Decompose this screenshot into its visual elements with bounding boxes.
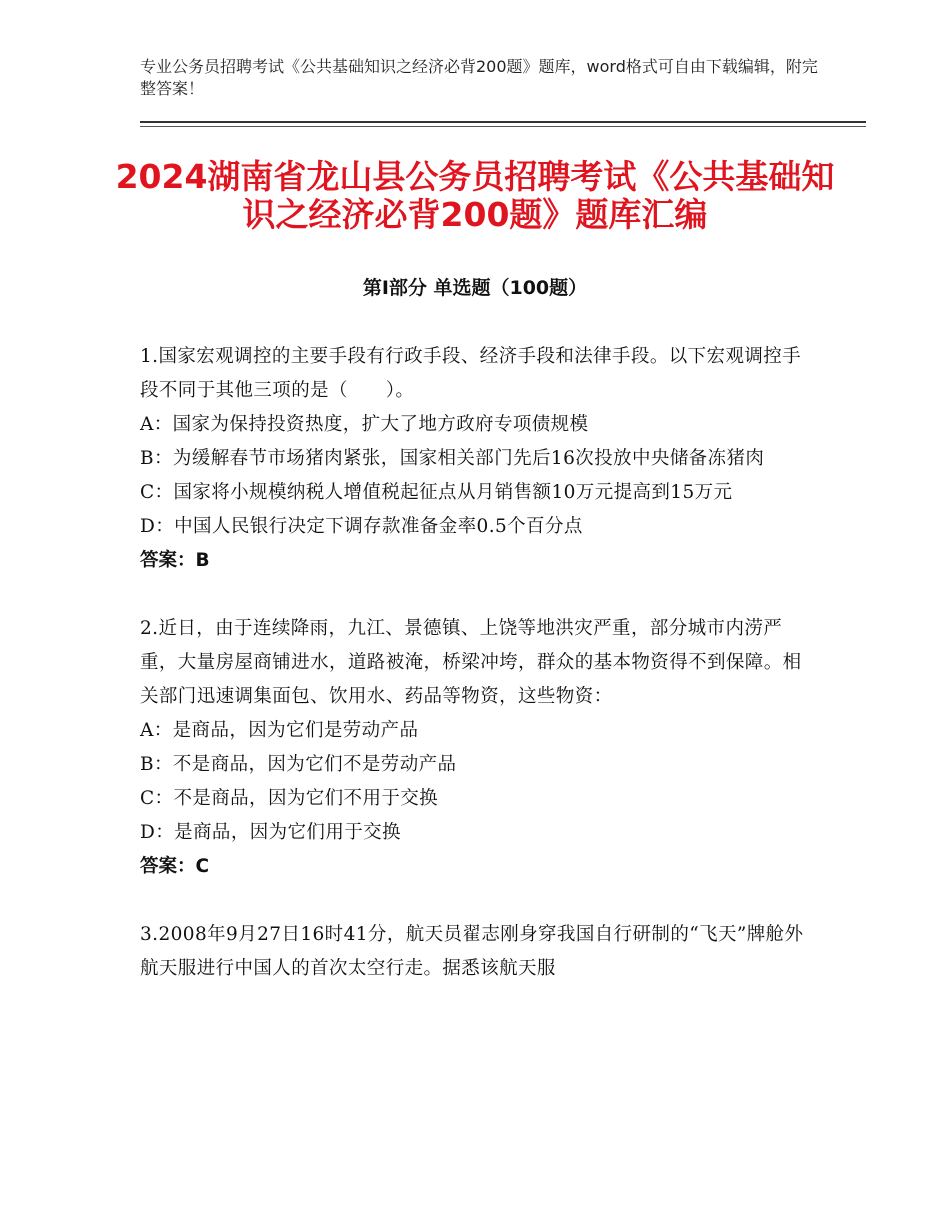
- header-rule-thick: [140, 121, 866, 123]
- question-option-c: C：国家将小规模纳税人增值税起征点从月销售额10万元提高到15万元: [140, 482, 733, 503]
- question-option-d: D：是商品，因为它们用于交换: [140, 822, 401, 843]
- header-note: 专业公务员招聘考试《公共基础知识之经济必背200题》题库，word格式可自由下载编辑，附完整答案！: [140, 57, 818, 98]
- question-option-b: B：不是商品，因为它们不是劳动产品: [140, 754, 457, 775]
- question-stem: 2.近日，由于连续降雨，九江、景德镇、上饶等地洪灾严重，部分城市内涝严重，大量房屋商铺进水，道路被淹，桥梁冲垮，群众的基本物资得不到保障。相关部门迅速调集面包、饮用水、药品等物资，这些物资：: [140, 618, 802, 707]
- header-rule-thin: [140, 126, 866, 127]
- question-stem: 3.2008年9月27日16时41分，航天员翟志刚身穿我国自行研制的“飞天”牌舱外航天服进行中国人的首次太空行走。据悉该航天服: [140, 924, 804, 979]
- question-3: [140, 918, 810, 986]
- question-option-c: C：不是商品，因为它们不用于交换: [140, 788, 439, 809]
- document-title: 2024湖南省龙山县公务员招聘考试《公共基础知识之经济必背200题》题库汇编: [115, 157, 835, 234]
- question-option-a: A：是商品，因为它们是劳动产品: [140, 720, 419, 741]
- question-answer: 答案：C: [140, 856, 210, 877]
- question-option-d: D：中国人民银行决定下调存款准备金率0.5个百分点: [140, 516, 583, 537]
- question-answer: 答案：B: [140, 550, 210, 571]
- question-2: [140, 612, 810, 884]
- question-1: [140, 340, 810, 578]
- question-list: [140, 340, 810, 1020]
- section-title: 第Ⅰ部分 单选题（100题）: [362, 277, 588, 299]
- question-option-b: B：为缓解春节市场猪肉紧张，国家相关部门先后16次投放中央储备冻猪肉: [140, 448, 765, 469]
- question-stem: 1.国家宏观调控的主要手段有行政手段、经济手段和法律手段。以下宏观调控手段不同于其他三项的是（ ）。: [140, 346, 802, 401]
- question-option-a: A：国家为保持投资热度，扩大了地方政府专项债规模: [140, 414, 589, 435]
